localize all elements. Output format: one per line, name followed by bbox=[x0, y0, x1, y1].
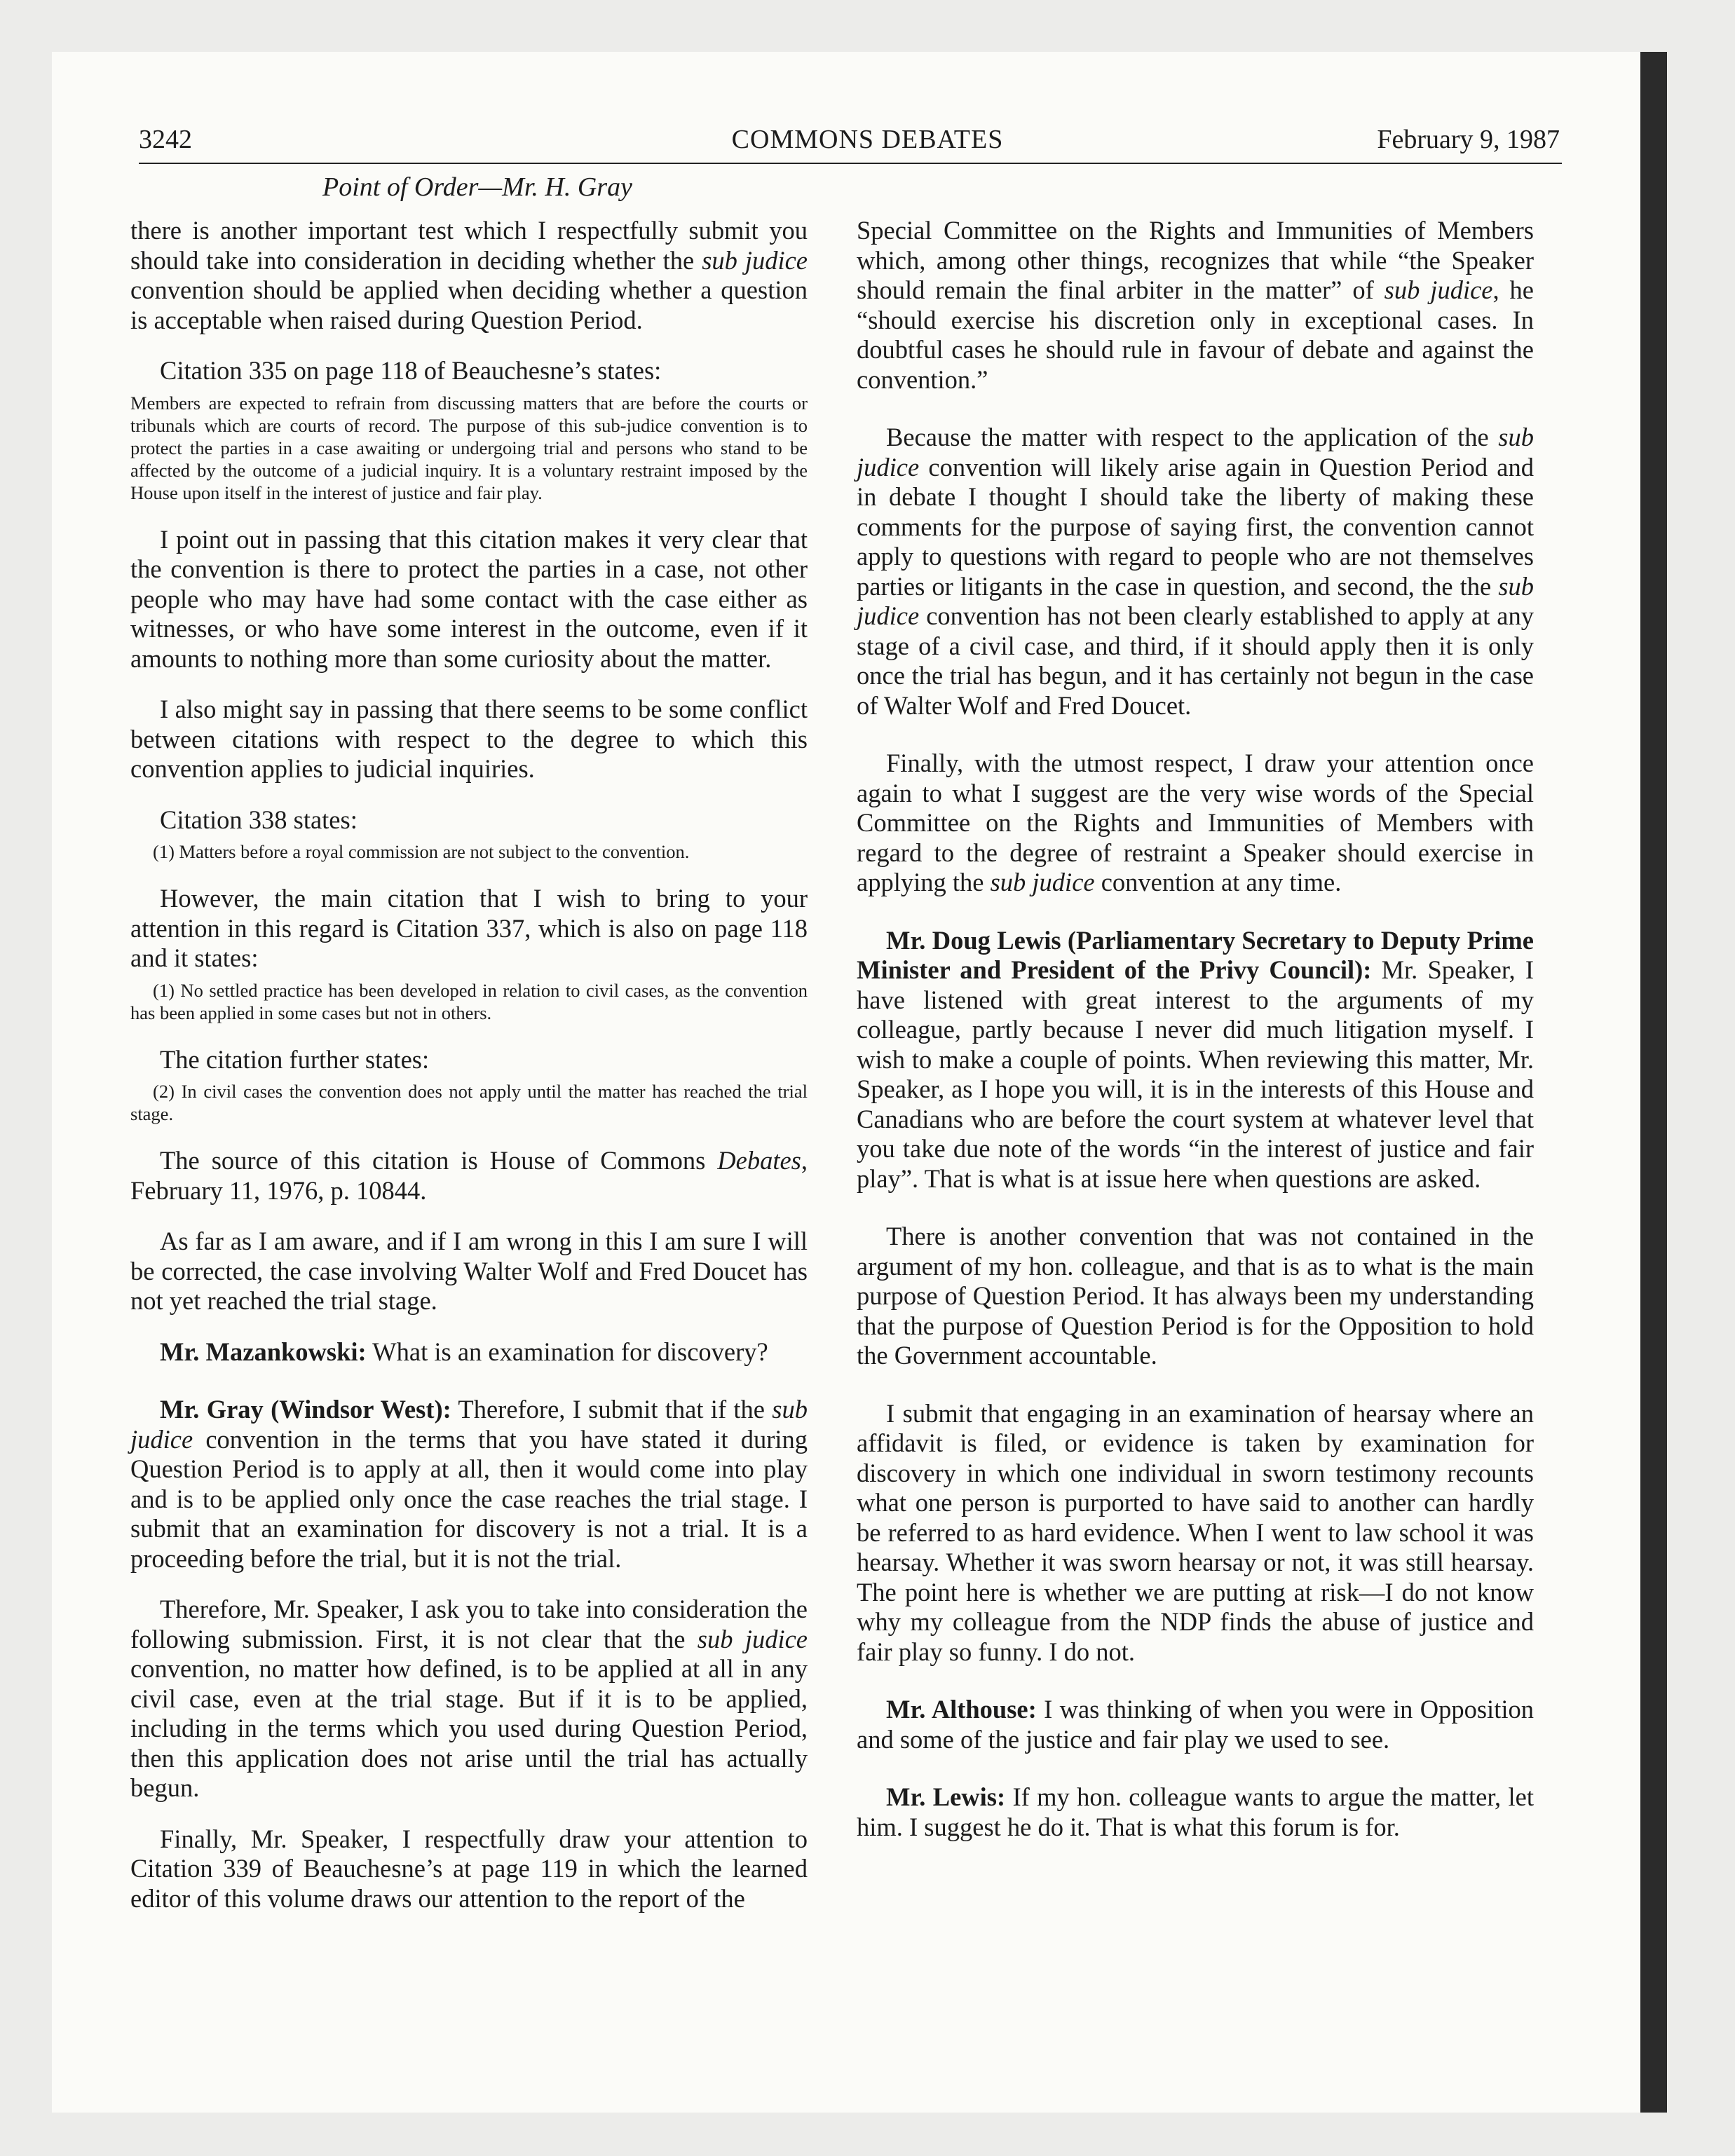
paragraph: However, the main citation that I wish to bring to your attention in this regard is Citation 337, which is also on page 118 and it states: bbox=[130, 884, 808, 972]
paragraph: Because the matter with respect to the application of the sub judice convention will likely arise again in Question Period and in debate I thought I should take the liberty of making these comments for the purpose of saying first, the convention cannot apply to questions with regard to people who are not themselves parties or litigants in the case in question, and second, the the sub judice convention has not been clearly established to apply at any stage of a civil case, and third, if it should apply then it is only once the trial has begun, and it has certainly not begun in the case of Walter Wolf and Fred Doucet. bbox=[857, 423, 1534, 720]
page-number: 3242 bbox=[139, 125, 192, 154]
paragraph: I point out in passing that this citation makes it very clear that the convention is there to protect the parties in a case, not other people who may have had some contact with the case either as witnesses, or who have some interest in the outcome, even if it amounts to nothing more than some curiosity about the matter. bbox=[130, 524, 808, 673]
left-column bbox=[130, 216, 808, 1935]
speaker-paragraph: Mr. Mazankowski: What is an examination for discovery? bbox=[160, 1337, 768, 1366]
publication-title: COMMONS DEBATES bbox=[731, 125, 1004, 154]
speaker-name: Mr. Althouse: bbox=[886, 1695, 1037, 1724]
speaker-paragraph: Mr. Gray (Windsor West): Therefore, I submit that if the sub judice convention in the terms that you have stated it during Question Period is to apply at all, then it would come into play and is to be applied only once the case reaches the trial stage. I submit that an examination for discovery is not a trial. It is a proceeding before the trial, but it is not the trial. bbox=[130, 1395, 808, 1573]
paragraph: The citation further states: bbox=[160, 1044, 430, 1074]
header-rule bbox=[139, 163, 1562, 164]
paragraph: There is another convention that was not contained in the argument of my hon. colleague, and that is as to what is the main purpose of Question Period. It has always been my understanding that the purpose of Question Period is for the Opposition to hold the Government accountable. bbox=[857, 1222, 1534, 1370]
speaker-name: Mr. Lewis: bbox=[886, 1782, 1006, 1811]
paragraph: Citation 335 on page 118 of Beauchesne’s states: bbox=[160, 356, 662, 385]
speaker-paragraph: Mr. Althouse: I was thinking of when you were in Opposition and some of the justice and fair play we used to see. bbox=[857, 1695, 1534, 1754]
paragraph: Special Committee on the Rights and Immunities of Members which, among other things, recognizes that while “the Speaker should remain the final arbiter in the matter” of sub judice, he “should exercise his discretion only in exceptional cases. In doubtful cases he should rule in favour of debate and against the convention.” bbox=[857, 216, 1534, 394]
paragraph: The source of this citation is House of Commons Debates, February 11, 1976, p. 10844. bbox=[130, 1146, 808, 1205]
speaker-name: Mr. Mazankowski: bbox=[160, 1337, 367, 1366]
right-column bbox=[857, 216, 1534, 1870]
speaker-paragraph: Mr. Lewis: If my hon. colleague wants to argue the matter, let him. I suggest he do it. That is what this forum is for. bbox=[857, 1782, 1534, 1841]
paragraph: there is another important test which I respectfully submit you should take into consideration in deciding whether the sub judice convention should be applied when deciding whether a question is acceptable when raised during Question Period. bbox=[130, 216, 808, 334]
speaker-name: Mr. Doug Lewis (Parliamentary Secretary to Deputy Prime Minister and President of the Privy Council): bbox=[857, 925, 1534, 984]
issue-date: February 9, 1987 bbox=[1377, 125, 1560, 154]
paragraph: As far as I am aware, and if I am wrong in this I am sure I will be corrected, the case involving Walter Wolf and Fred Doucet has not yet reached the trial stage. bbox=[130, 1227, 808, 1315]
paragraph: I submit that engaging in an examination of hearsay where an affidavit is filed, or evidence is taken by examination for discovery in which one individual in sworn testimony recounts what one person is purported to have said to another can hardly be referred to as hard evidence. When I went to law school it was hearsay. Whether it was sworn hearsay or not, it was still hearsay. The point here is whether we are putting at risk—I do not know why my colleague from the NDP finds the abuse of justice and fair play so funny. I do not. bbox=[857, 1398, 1534, 1666]
paragraph: Citation 338 states: bbox=[160, 805, 358, 834]
block-quote: (1) No settled practice has been developed in relation to civil cases, as the convention has been applied in some cases but not in others. bbox=[130, 979, 808, 1023]
section-subhead: Point of Order—Mr. H. Gray bbox=[322, 172, 632, 202]
scan-binding-edge bbox=[1640, 52, 1667, 2113]
speaker-name: Mr. Gray (Windsor West): bbox=[160, 1395, 451, 1424]
block-quote: (1) Matters before a royal commission are not subject to the convention. bbox=[153, 841, 690, 862]
block-quote: (2) In civil cases the convention does not apply until the matter has reached the trial stage. bbox=[130, 1081, 808, 1124]
paragraph: I also might say in passing that there seems to be some conflict between citations with respect to the degree to which this convention applies to judicial inquiries. bbox=[130, 695, 808, 783]
paragraph: Finally, with the utmost respect, I draw your attention once again to what I suggest are the very wise words of the Special Committee on the Rights and Immunities of Members with regard to the degree of restraint a Speaker should exercise in applying the sub judice convention at any time. bbox=[857, 749, 1534, 896]
block-quote: Members are expected to refrain from discussing matters that are before the courts or tribunals which are courts of record. The purpose of this sub-judice convention is to protect the parties in a case awaiting or undergoing trial and persons who stand to be affected by the outcome of a judicial inquiry. It is a voluntary restraint imposed by the House upon itself in the interest of justice and fair play. bbox=[130, 392, 808, 503]
paragraph: Therefore, Mr. Speaker, I ask you to take into consideration the following submission. First, it is not clear that the sub judice convention, no matter how defined, is to be applied at all in any civil case, even at the trial stage. But if it is to be applied, including in the terms which you used during Question Period, then this application does not arise until the trial has actually begun. bbox=[130, 1595, 808, 1802]
speaker-paragraph: Mr. Doug Lewis (Parliamentary Secretary to Deputy Prime Minister and President of the Privy Council): Mr. Speaker, I have listened with great interest to the arguments of my colleague, partly because I never did much litigation myself. I wish to make a couple of points. When reviewing this matter, Mr. Speaker, as I hope you will, it is in the interests of this House and Canadians who are before the court system at whatever level that you take due note of the words “in the interest of justice and fair play”. That is what is at issue here when questions are asked. bbox=[857, 925, 1534, 1193]
paragraph: Finally, Mr. Speaker, I respectfully draw your attention to Citation 339 of Beauchesne’s at page 119 in which the learned editor of this volume draws our attention to the report of the bbox=[130, 1824, 808, 1913]
